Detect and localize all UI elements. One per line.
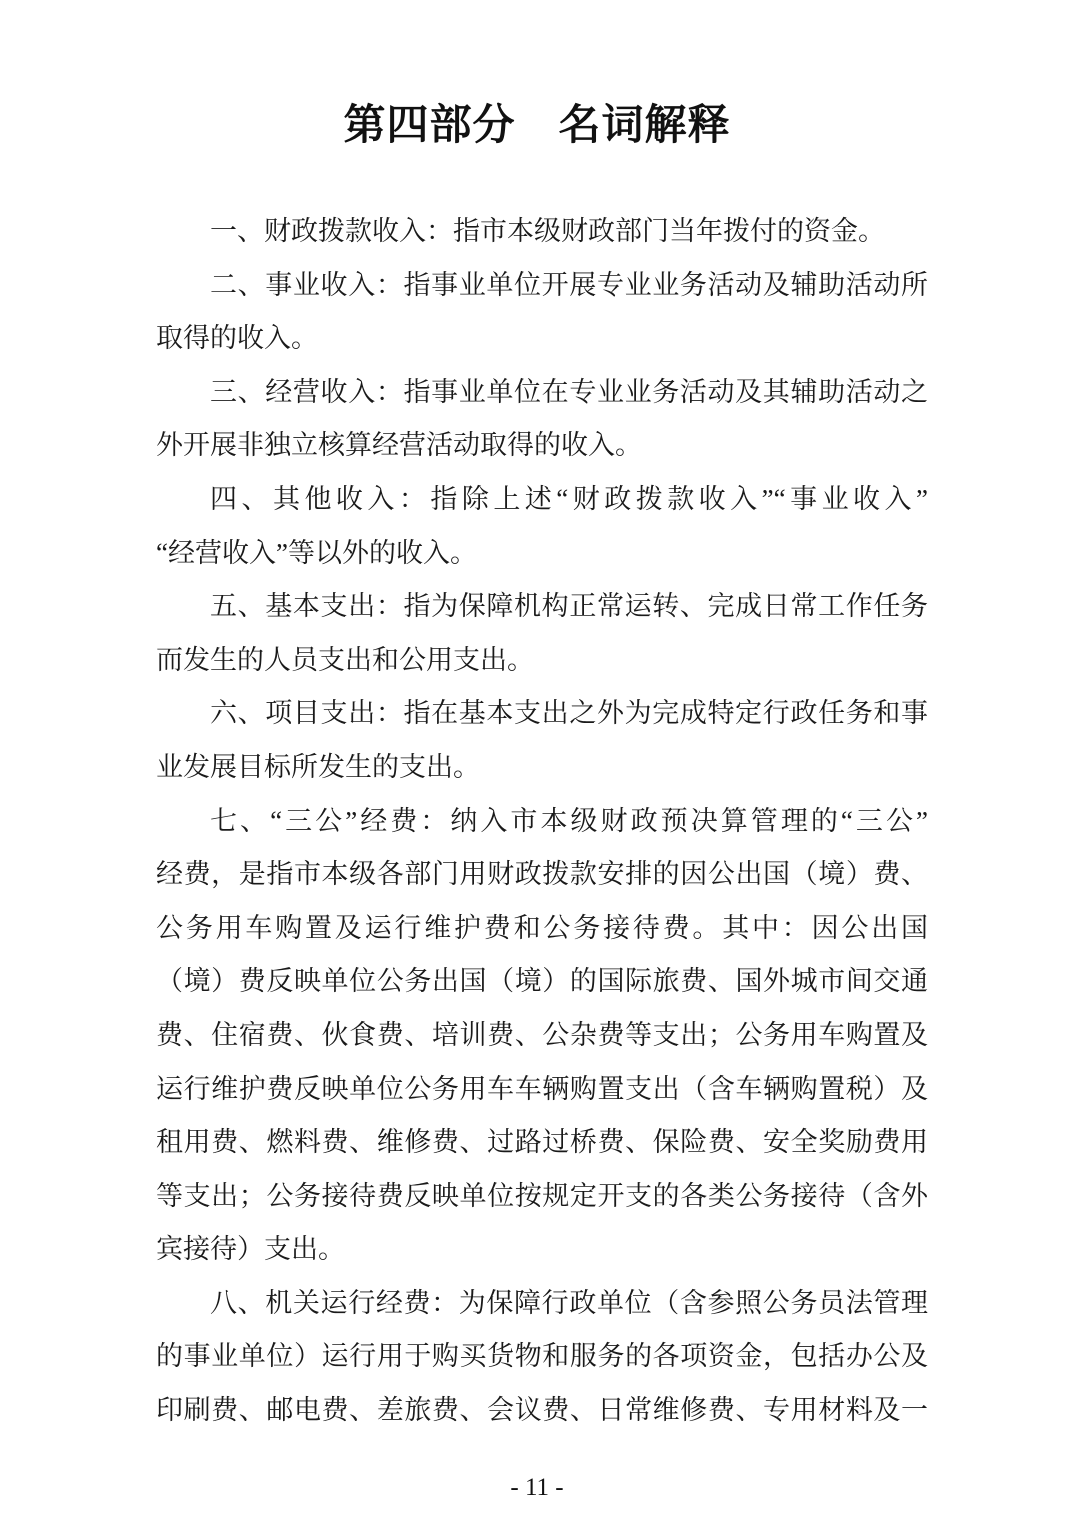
page-title: 第四部分 名词解释 [343, 101, 731, 148]
text-line: 经费，是指市本级各部门用财政拨款安排的因公出国（境）费、 [156, 859, 928, 890]
text-line: 二、事业收入：指事业单位开展专业业务活动及辅助活动所 [210, 269, 928, 300]
text-line: （境）费反映单位公务出国（境）的国际旅费、国外城市间交通 [156, 966, 928, 997]
text-line: 而发生的人员支出和公用支出。 [156, 644, 534, 675]
text-line: 业发展目标所发生的支出。 [156, 751, 480, 782]
text-line: 取得的收入。 [156, 323, 318, 354]
text-line: “经营收入”等以外的收入。 [156, 537, 477, 568]
text-line: 公务用车购置及运行维护费和公务接待费。其中：因公出国 [156, 912, 928, 943]
text-line: 八、机关运行经费：为保障行政单位（含参照公务员法管理 [210, 1287, 928, 1318]
text-line: 宾接待）支出。 [156, 1234, 345, 1265]
text-line: 的事业单位）运行用于购买货物和服务的各项资金，包括办公及 [156, 1341, 928, 1372]
text-line: 费、住宿费、伙食费、培训费、公杂费等支出；公务用车购置及 [156, 1019, 928, 1050]
text-line: 运行维护费反映单位公务用车车辆购置支出（含车辆购置税）及 [156, 1073, 928, 1104]
text-line: 五、基本支出：指为保障机构正常运转、完成日常工作任务 [210, 591, 928, 622]
text-line: 七、“三公”经费：纳入市本级财政预决算管理的“三公” [210, 805, 928, 836]
text-line: 四、其他收入：指除上述“财政拨款收入”“事业收入” [210, 483, 928, 514]
text-line: 租用费、燃料费、维修费、过路过桥费、保险费、安全奖励费用 [156, 1127, 928, 1158]
text-line: 六、项目支出：指在基本支出之外为完成特定行政任务和事 [210, 698, 928, 729]
page-number: - 11 - [510, 1474, 564, 1501]
text-line: 印刷费、邮电费、差旅费、会议费、日常维修费、专用材料及一 [156, 1395, 928, 1426]
text-line: 等支出；公务接待费反映单位按规定开支的各类公务接待（含外 [156, 1180, 928, 1211]
text-line: 外开展非独立核算经营活动取得的收入。 [156, 430, 642, 461]
text-line: 三、经营收入：指事业单位在专业业务活动及其辅助活动之 [210, 376, 928, 407]
text-line: 一、财政拨款收入：指市本级财政部门当年拨付的资金。 [210, 216, 885, 246]
body-text [156, 205, 928, 1438]
